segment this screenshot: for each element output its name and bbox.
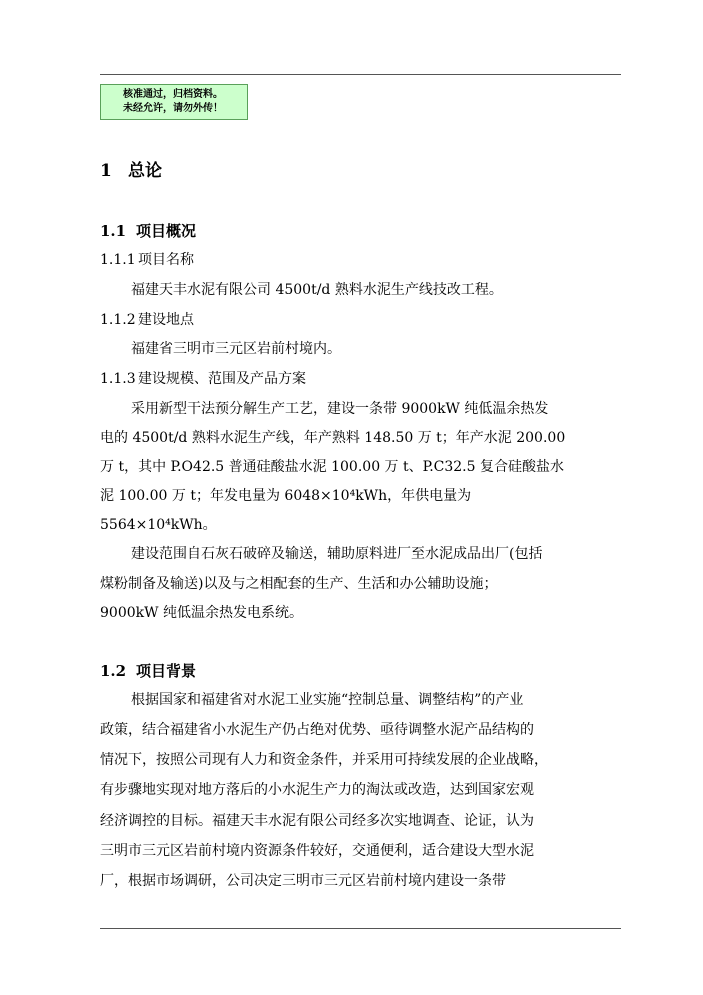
paragraph-line: 情况下，按照公司现有人力和资金条件，并采用可持续发展的企业战略， xyxy=(100,752,548,768)
section-heading-1-1 xyxy=(100,222,196,240)
section-title: 项目背景 xyxy=(136,662,197,680)
paragraph-line: 煤粉制备及输送)以及与之相配套的生产、生活和办公辅助设施； xyxy=(100,576,498,592)
paragraph-line: 经济调控的目标。福建天丰水泥有限公司经多次实地调查、论证，认为 xyxy=(100,813,534,829)
paragraph-line: 厂，根据市场调研，公司决定三明市三元区岩前村境内建设一条带 xyxy=(100,873,506,889)
paragraph-line: 三明市三元区岩前村境内资源条件较好，交通便利，适合建设大型水泥 xyxy=(100,843,534,859)
subsection-number: 1.1.3 xyxy=(100,371,136,387)
section-number: 1.1 xyxy=(100,222,127,240)
section-title: 项目概况 xyxy=(136,222,197,240)
paragraph-line: 9000kW 纯低温余热发电系统。 xyxy=(100,605,303,621)
stamp-line-2: 未经允许，请勿外传！ xyxy=(123,103,223,114)
paragraph-line: 福建省三明市三元区岩前村境内。 xyxy=(131,341,341,357)
approval-stamp xyxy=(100,84,248,120)
paragraph-line: 采用新型干法预分解生产工艺，建设一条带 9000kW 纯低温余热发 xyxy=(131,401,549,417)
paragraph-line: 5564×10⁴kWh。 xyxy=(100,517,217,533)
subsection-title: 项目名称 xyxy=(138,252,194,268)
paragraph-line: 泥 100.00 万 t；年发电量为 6048×10⁴kWh，年供电量为 xyxy=(100,488,472,504)
subsection-heading-1-1-3 xyxy=(100,370,306,388)
paragraph-line: 电的 4500t/d 熟料水泥生产线，年产熟料 148.50 万 t；年产水泥 200.00 xyxy=(100,430,566,446)
subsection-heading-1-1-1 xyxy=(100,251,194,269)
paragraph-line: 万 t，其中 P.O42.5 普通硅酸盐水泥 100.00 万 t、P.C32.5 复合硅酸盐水 xyxy=(100,459,564,475)
paragraph-line: 建设范围自石灰石破碎及输送，辅助原料进厂至水泥成品出厂(包括 xyxy=(131,546,543,562)
subsection-title: 建设地点 xyxy=(138,312,194,328)
section-heading-1-2 xyxy=(100,662,196,680)
paragraph-line: 福建天丰水泥有限公司 4500t/d 熟料水泥生产线技改工程。 xyxy=(131,282,503,298)
stamp-line-1: 核准通过，归档资料。 xyxy=(123,89,223,100)
subsection-heading-1-1-2 xyxy=(100,311,194,329)
chapter-heading xyxy=(100,160,162,182)
subsection-number: 1.1.2 xyxy=(100,312,136,328)
chapter-number: 1 xyxy=(100,161,112,181)
subsection-number: 1.1.1 xyxy=(100,252,136,268)
paragraph-line: 政策，结合福建省小水泥生产仍占绝对优势、亟待调整水泥产品结构的 xyxy=(100,722,534,738)
subsection-title: 建设规模、范围及产品方案 xyxy=(138,371,306,387)
footer-rule xyxy=(100,928,621,929)
paragraph-line: 根据国家和福建省对水泥工业实施“控制总量、调整结构”的产业 xyxy=(131,692,524,708)
header-rule xyxy=(100,74,621,75)
section-number: 1.2 xyxy=(100,662,127,680)
paragraph-line: 有步骤地实现对地方落后的小水泥生产力的淘汰或改造，达到国家宏观 xyxy=(100,782,534,798)
chapter-title: 总论 xyxy=(128,161,162,181)
